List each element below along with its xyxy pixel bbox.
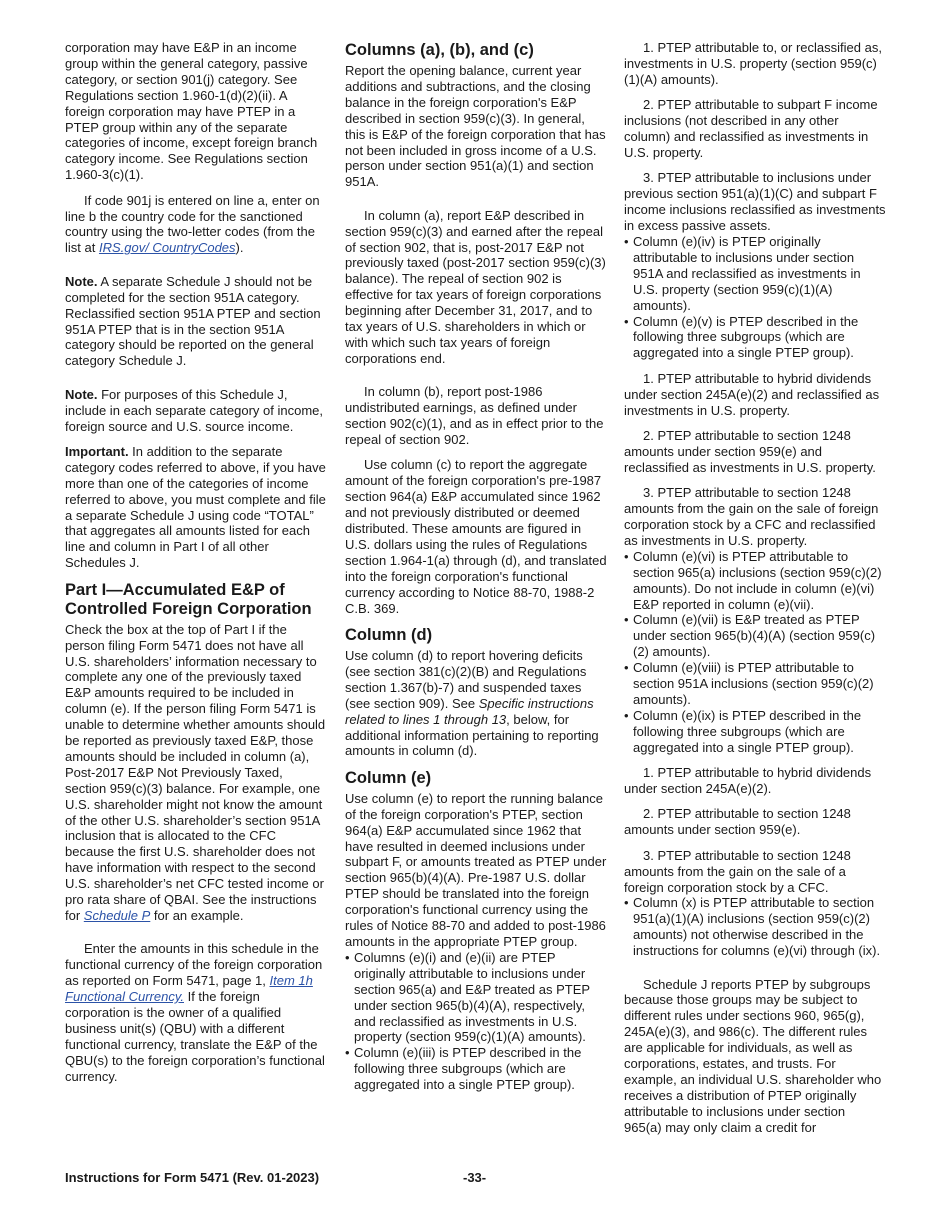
bullet-item: • Column (e)(vi) is PTEP attributable to section 965(a) inclusions (section 959(c)(2) amounts). Do not include in column (e)(vi) E&P reported in column (e)(vii). — [624, 549, 886, 613]
functional-currency-link[interactable]: Item 1h Functional Currency. — [65, 973, 313, 1005]
bullet-item: • Column (e)(ix) is PTEP described in the following three subgroups (which are aggregated into a single PTEP group). — [624, 708, 886, 756]
column-right — [624, 40, 886, 1145]
paragraph: In column (a), report E&P described in section 959(c)(3) and earned after the repeal of section 902, that is, post-2017 E&P not previously taxed (post-2017 section 959(c)(3) balance). The repeal of section 902 is effective for tax years of foreign corporations beginning after December 31, 2017, and to tax years of U.S. shareholders in which or with which such tax years of foreign corporations end. — [345, 207, 606, 366]
subgroup-item: 1. PTEP attributable to hybrid dividends under section 245A(e)(2). — [624, 765, 872, 796]
section-heading: Columns (a), (b), and (c) — [345, 41, 534, 59]
important-label: Important. — [65, 443, 129, 459]
text: Check the box at the top of Part I if the person filing Form 5471 does not have all U.S. shareholders’ information necessary to complete any one of the previously taxed E&P amounts required to be included in column (e). If the person filing Form 5471 is unable to determine whether amounts should be reported as previously taxed E&P, those amounts should be included in column (a), Post-2017 E&P Not Previously Taxed, section 959(c)(3) balance. For example, one U.S. shareholder might not know the amount of the other U.S. shareholder’s section 951A inclusion that is allocated to the CFC because the first U.S. shareholder does not have information with respect to the second U.S. shareholder’s net CFC tested income or pro rata share of QBAI. See the instructions for — [65, 621, 326, 923]
column-left — [65, 40, 327, 1094]
paragraph: Use column (e) to report the running balance of the foreign corporation's PTEP, section 964(a) E&P accumulated since 1962 that have resulted in deemed inclusions under subpart F, or amounts treated as PTEP under section 965(b)(4)(A). Pre-1987 U.S. dollar PTEP should be translated into the foreign corporation's functional currency using the rules of Notice 88-70 and added to post-1986 amounts in the appropriate PTEP group. — [345, 790, 607, 949]
note-label: Note. — [65, 273, 98, 289]
paragraph: Use column (c) to report the aggregate amount of the foreign corporation's pre-1987 section 964(a) E&P accumulated since 1962 and not previously distributed or deemed distributed. These amounts are figured in U.S. dollars using the rules of Regulations section 1.964-1(a) through (d), and translated into the foreign corporation's functional currency according to Notice 88-70, 1988-2 C.B. 369. — [345, 457, 607, 616]
note — [65, 387, 327, 435]
paragraph: Schedule J reports PTEP by subgroups because those groups may be subject to different rules under sections 960, 965(g), 245A(e)(3), and 986(c). The different rules are applicable for individuals, as well as corporations, estates, and trusts. For example, an individual U.S. shareholder who receives a distribution of PTEP originally attributable to inclusions under section 965(a) may only claim a credit for — [624, 976, 882, 1135]
section-heading: Part I—Accumulated E&P of Controlled Foreign Corporation — [65, 580, 312, 618]
footer-title: Instructions for Form 5471 (Rev. 01-2023) — [65, 1170, 320, 1185]
note — [65, 274, 327, 369]
bullet-item: • Column (e)(vii) is E&P treated as PTEP under section 965(b)(4)(A) (section 959(c)(2) amounts). — [624, 612, 886, 660]
note-label: Note. — [65, 386, 98, 402]
important-note — [65, 444, 327, 571]
paragraph — [345, 648, 607, 759]
section-heading: Column (e) — [345, 768, 432, 787]
country-codes-link[interactable]: IRS.gov/ CountryCodes — [98, 240, 236, 256]
text: ). — [235, 240, 244, 256]
page-number: -33- — [463, 1170, 487, 1185]
text: A separate Schedule J should not be completed for the section 951A category. Reclassified section 951A PTEP and section 951A PTEP that is in the section 951A category should be reported on the general category Schedule J. — [65, 273, 321, 369]
text: In addition to the separate category codes referred to above, if you have more than one of the categories of income referred to above, you must complete and file a separate Schedule J using code “TOTAL” that aggregates all amounts listed for each line and column in Part I of all other Schedules J. — [65, 443, 326, 571]
bullet-item: • Column (e)(iv) is PTEP originally attributable to inclusions under section 951A and reclassified as investments in U.S. property (section 959(c)(1)(A) amounts). — [624, 234, 886, 314]
text: Enter the amounts in this schedule in the functional currency of the foreign corporation as reported on Form 5471, page 1, — [65, 941, 323, 989]
subgroup-item: 2. PTEP attributable to subpart F income inclusions (not described in any other column) and reclassified as investments in U.S. property. — [624, 97, 878, 160]
text: for an example. — [150, 908, 244, 923]
subgroup-item: 2. PTEP attributable to section 1248 amounts under section 959(e). — [624, 806, 851, 838]
subgroup-item: 1. PTEP attributable to hybrid dividends under section 245A(e)(2) and reclassified as investments in U.S. property. — [624, 370, 880, 418]
section-heading: Column (d) — [345, 626, 433, 644]
subgroup-item: 2. PTEP attributable to section 1248 amounts under section 959(e) and reclassified as investments in U.S. property. — [624, 427, 876, 475]
italic-reference: Specific instructions related to lines 1 through 13 — [345, 695, 594, 727]
bullet-item: • Columns (e)(i) and (e)(ii) are PTEP originally attributable to inclusions under section 965(a) and E&P treated as PTEP under section 965(b)(4)(A), respectively, and reclassified as investments in U.S. property (section 959(c)(1)(A) amounts). — [345, 950, 607, 1045]
bullet-item: • Column (x) is PTEP attributable to section 951(a)(1)(A) inclusions (section 959(c)(2) amounts) not otherwise described in the instructions for columns (e)(vi) through (ix). — [624, 895, 886, 959]
paragraph: Report the opening balance, current year additions and subtractions, and the closing balance in the foreign corporation's E&P described in section 959(c)(3). In general, this is E&P of the foreign corporation that has not been included in gross income of a U.S. person under section 951(a)(1) and section 951A. — [345, 63, 606, 190]
paragraph — [65, 193, 327, 257]
column-middle — [345, 40, 607, 1103]
text: Use column (d) to report hovering deficits (see section 381(c)(2)(B) and Regulations section 1.367(b)-7) and suspended taxes (see section 909). See — [345, 648, 587, 711]
paragraph: In column (b), report post-1986 undistributed earnings, as defined under section 902(c)(1), and as in effect prior to the repeal of section 902. — [345, 384, 604, 448]
subgroup-item: 3. PTEP attributable to section 1248 amounts from the gain on the sale of foreign corporation stock by a CFC and reclassified as investments in U.S. property. — [624, 485, 879, 548]
bullet-item: • Column (e)(iii) is PTEP described in the following three subgroups (which are aggregated into a single PTEP group). — [345, 1045, 607, 1093]
paragraph: corporation may have E&P in an income group within the general category, passive category, or section 901(j) category. See Regulations section 1.960-1(d)(2)(ii). A foreign corporation may have PTEP in a PTEP group within any of the separate categories of income, except foreign branch category income. See Regulations section 1.960-3(c)(1). — [65, 40, 318, 183]
bullet-item: • Column (e)(viii) is PTEP attributable to section 951A inclusions (section 959(c)(2) amounts). — [624, 660, 886, 708]
bullet-item: • Column (e)(v) is PTEP described in the following three subgroups (which are aggregated into a single PTEP group). — [624, 314, 886, 362]
paragraph — [65, 622, 327, 924]
text: For purposes of this Schedule J, include in each separate category of income, foreign source and U.S. source income. — [65, 386, 323, 434]
text: If the foreign corporation is the owner of a qualified business unit(s) (QBU) with a different functional currency, translate the E&P of the QBU(s) to the foreign corporation’s functional currency. — [65, 989, 325, 1084]
schedule-p-link[interactable]: Schedule P — [83, 908, 151, 923]
subgroup-item: 1. PTEP attributable to, or reclassified as, investments in U.S. property (section 959(c)(1)(A) amounts). — [624, 40, 882, 87]
text: If code 901j is entered on line a, enter on line b the country code for the sanctioned country using the two-letter codes (from the list at — [65, 192, 320, 256]
text: , below, for additional information pertaining to reporting amounts in column (d). — [345, 711, 599, 759]
paragraph — [65, 941, 327, 1084]
subgroup-item: 3. PTEP attributable to inclusions under previous section 951(a)(1)(C) and subpart F income inclusions reclassified as investments in excess passive assets. — [624, 170, 886, 234]
subgroup-item: 3. PTEP attributable to section 1248 amounts from the gain on the sale of a foreign corporation stock by a CFC. — [624, 847, 851, 895]
